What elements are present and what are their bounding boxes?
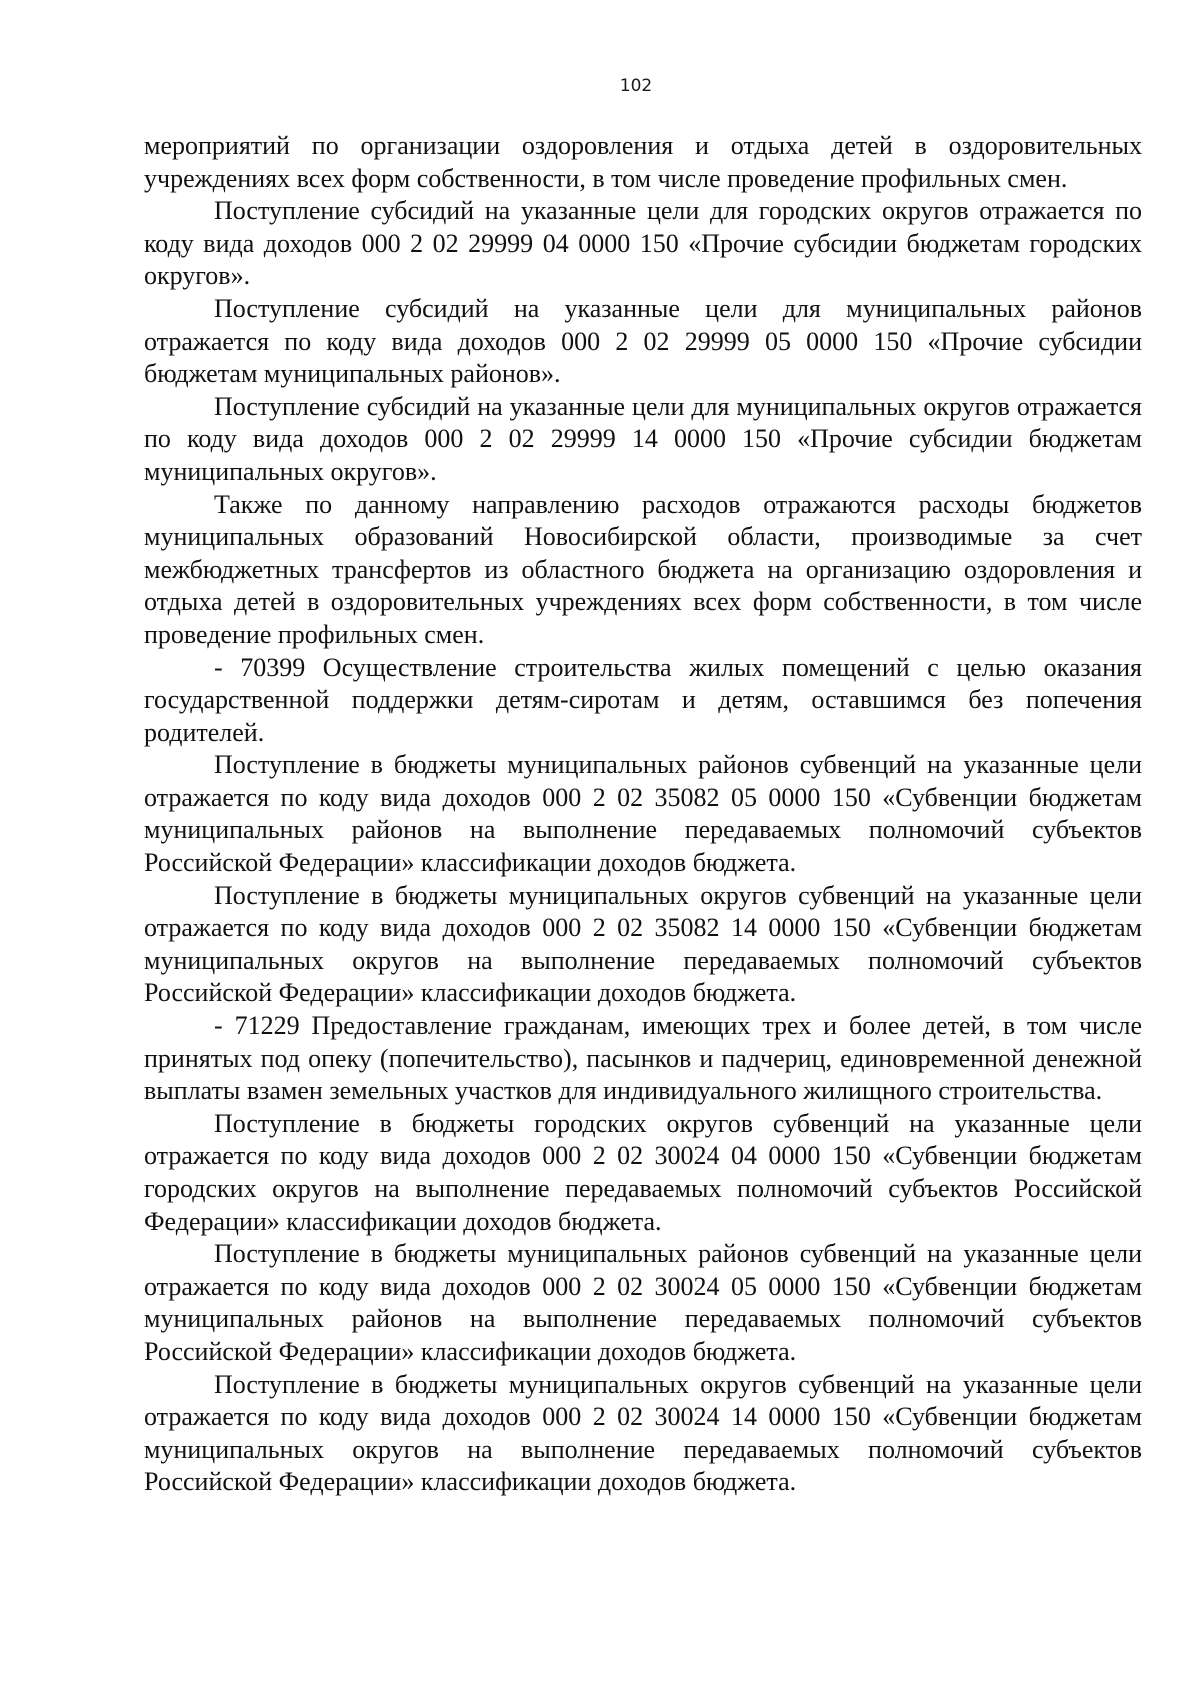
page-number: 102 [619,76,653,96]
paragraph: Также по данному направлению расходов отражаются расходы бюджетов муниципальных образований Новосибирской области, производимые за счет межбюджетных трансфертов из областного бюджета на организацию оздоровления и отдыха детей в оздоровительных учреждениях всех форм собственности, в том числе проведение профильных смен. [144,489,1142,649]
document-body [144,130,1142,1499]
paragraph: Поступление субсидий на указанные цели для муниципальных районов отражается по коду вида доходов 000 2 02 29999 05 0000 150 «Прочие субсидии бюджетам муниципальных районов». [144,293,1142,389]
list-item-paragraph: - 71229 Предоставление гражданам, имеющих трех и более детей, в том числе принятых под опеку (попечительство), пасынков и падчериц, единовременной денежной выплаты взамен земельных участков для индивидуального жилищного строительства. [144,1011,1142,1106]
paragraph: Поступление в бюджеты городских округов субвенций на указанные цели отражается по коду вида доходов 000 2 02 30024 04 0000 150 «Субвенции бюджетам городских округов на выполнение передаваемых полномочий субъектов Российской Федерации» классификации доходов бюджета. [144,1108,1142,1236]
paragraph: Поступление в бюджеты муниципальных районов субвенций на указанные цели отражается по коду вида доходов 000 2 02 30024 05 0000 150 «Субвенции бюджетам муниципальных районов на выполнение передаваемых полномочий субъектов Российской Федерации» классификации доходов бюджета. [144,1239,1142,1366]
paragraph: Поступление субсидий на указанные цели для муниципальных округов отражается по коду вида доходов 000 2 02 29999 14 0000 150 «Прочие субсидии бюджетам муниципальных округов». [144,391,1142,486]
paragraph: Поступление в бюджеты муниципальных районов субвенций на указанные цели отражается по коду вида доходов 000 2 02 35082 05 0000 150 «Субвенции бюджетам муниципальных районов на выполнение передаваемых полномочий субъектов Российской Федерации» классификации доходов бюджета. [144,750,1142,878]
paragraph: Поступление в бюджеты муниципальных округов субвенций на указанные цели отражается по коду вида доходов 000 2 02 35082 14 0000 150 «Субвенции бюджетам муниципальных округов на выполнение передаваемых полномочий субъектов Российской Федерации» классификации доходов бюджета. [144,880,1142,1008]
paragraph: Поступление в бюджеты муниципальных округов субвенций на указанные цели отражается по коду вида доходов 000 2 02 30024 14 0000 150 «Субвенции бюджетам муниципальных округов на выполнение передаваемых полномочий субъектов Российской Федерации» классификации доходов бюджета. [144,1369,1142,1497]
paragraph-continuation: мероприятий по организации оздоровления и отдыха детей в оздоровительных учреждениях всех форм собственности, в том числе проведение профильных смен. [144,131,1142,193]
paragraph: Поступление субсидий на указанные цели для городских округов отражается по коду вида доходов 000 2 02 29999 04 0000 150 «Прочие субсидии бюджетам городских округов». [144,196,1142,291]
list-item-paragraph: - 70399 Осуществление строительства жилых помещений с целью оказания государственной поддержки детям-сиротам и детям, оставшимся без попечения родителей. [144,652,1142,747]
